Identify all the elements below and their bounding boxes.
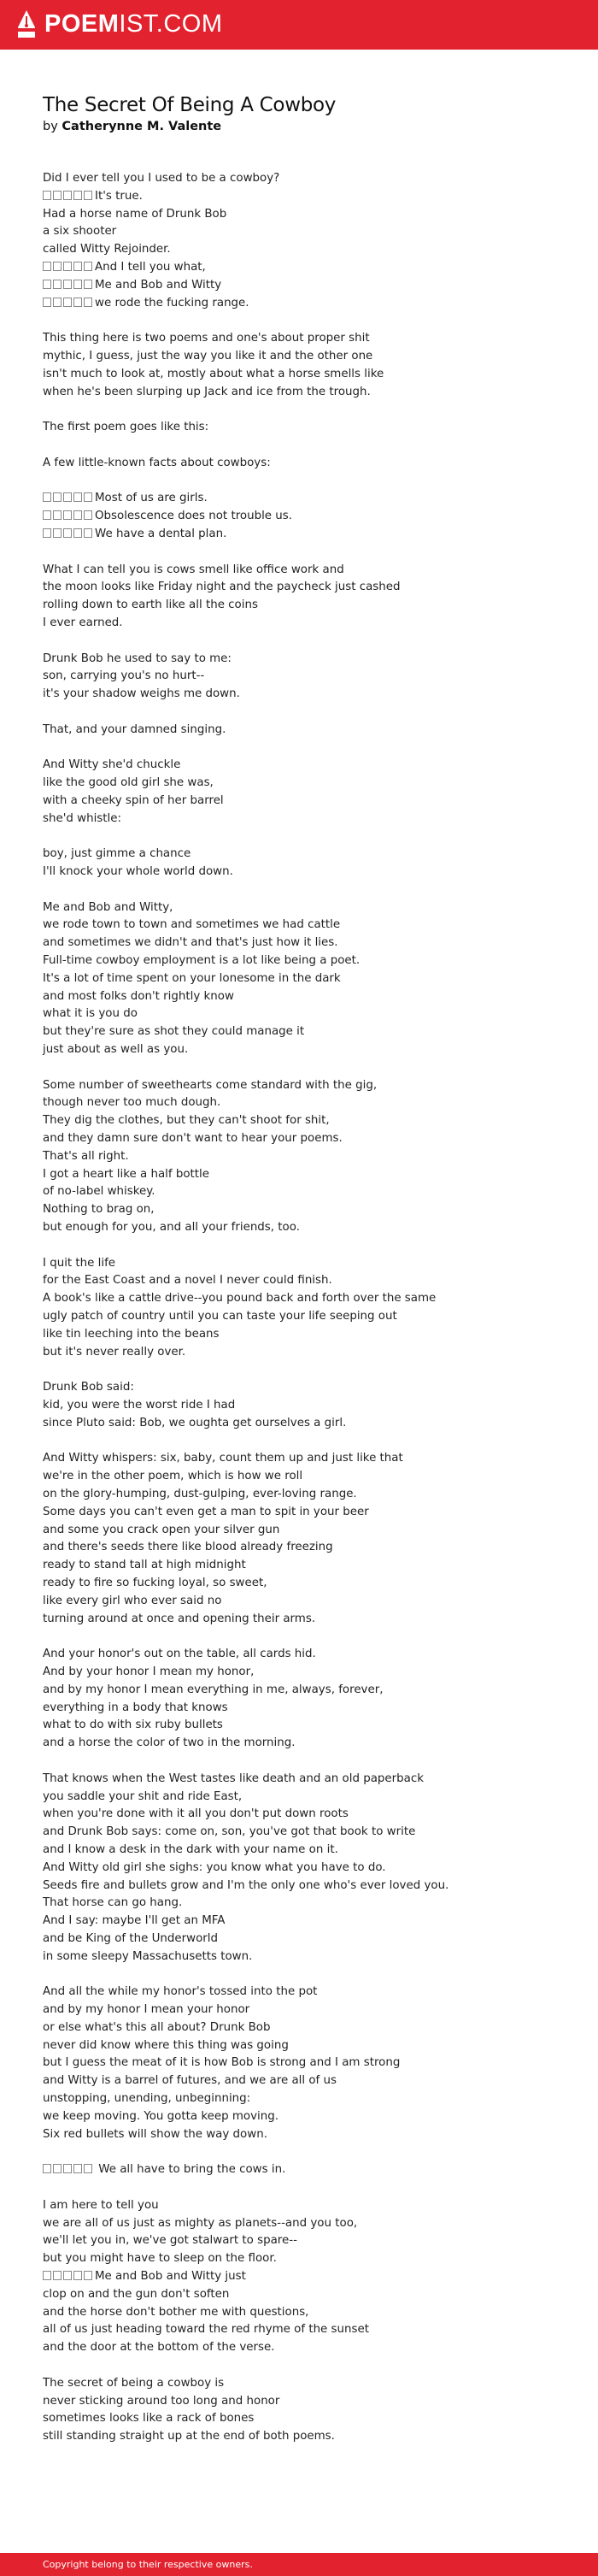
poem-line-text: boy, just gimme a chance (43, 847, 191, 861)
poem-line-text: and by my honor I mean everything in me, always, forever, (43, 1683, 384, 1696)
poem-line-text: rolling down to earth like all the coins (43, 598, 258, 612)
poem-line-text: And I tell you what, (95, 260, 206, 274)
poem-line-text: what to do with six ruby bullets (43, 1718, 223, 1732)
poem-content (43, 92, 564, 2464)
poem-line (43, 757, 564, 775)
poem-line (43, 384, 564, 402)
poem-stanza (43, 651, 564, 704)
poem-line (43, 2268, 564, 2286)
poem-line-text: That knows when the West tastes like death and an old paperback (43, 1771, 424, 1785)
poem-line-text: and I know a desk in the dark with your name on it. (43, 1842, 338, 1856)
poem-line (43, 2090, 564, 2108)
indent-glyphs-icon (43, 527, 95, 537)
poem-stanza (43, 1771, 564, 1966)
poem-line (43, 1415, 564, 1433)
poem-line-text: clop on and the gun don't soften (43, 2287, 230, 2301)
poem-line (43, 1593, 564, 1611)
poem-line (43, 1094, 564, 1112)
poem-line (43, 2428, 564, 2446)
poem-line-text: but you might have to sleep on the floor. (43, 2252, 277, 2266)
poem-stanza (43, 2161, 564, 2179)
poem-line-text: That, and your damned singing. (43, 722, 226, 736)
poem-line (43, 864, 564, 881)
poem-line-text: Some number of sweethearts come standard with the gig, (43, 1078, 378, 1092)
poem-line-text: we rode town to town and sometimes we had cattle (43, 918, 341, 932)
poem-line (43, 241, 564, 259)
poem-line-text: And all the while my honor's tossed into the pot (43, 1985, 318, 1999)
poem-line (43, 223, 564, 241)
poem-line-text: Nothing to brag on, (43, 1203, 155, 1217)
poem-line-text: never did know where this thing was going (43, 2038, 289, 2052)
poem-line-text: It's true. (95, 189, 143, 203)
poem-line-text: This thing here is two poems and one's about proper shit (43, 332, 370, 345)
poem-line (43, 952, 564, 970)
poem-line (43, 2126, 564, 2144)
poem-line (43, 579, 564, 597)
poem-line-text: of no-label whiskey. (43, 1185, 155, 1199)
poem-line-text: we keep moving. You gotta keep moving. (43, 2109, 278, 2123)
poem-line-text: though never too much dough. (43, 1096, 221, 1110)
poem-line-text: I got a heart like a half bottle (43, 1167, 210, 1181)
poem-line (43, 1895, 564, 1913)
poem-line (43, 2393, 564, 2411)
indent-glyphs-icon (43, 491, 95, 501)
poem-line (43, 508, 564, 526)
poem-stanza (43, 2375, 564, 2446)
poem-line (43, 1468, 564, 1486)
poem-line-text: We have a dental plan. (95, 527, 227, 540)
poem-stanza (43, 1450, 564, 1628)
poem-line (43, 1806, 564, 1824)
poem-line-text: all of us just heading toward the red rhyme of the sunset (43, 2323, 369, 2337)
poem-line-text: she'd whistle: (43, 811, 121, 825)
poem-line-text: Drunk Bob he used to say to me: (43, 651, 232, 665)
poem-line (43, 793, 564, 811)
indent-glyphs-icon (43, 2269, 95, 2279)
poem-line-text: Seeds fire and bullets grow and I'm the only one who's ever loved you. (43, 1878, 449, 1892)
poem-line-text: Me and Bob and Witty (95, 278, 222, 292)
poem-line-text: and sometimes we didn't and that's just how it lies. (43, 936, 338, 950)
poem-line (43, 934, 564, 952)
poem-line (43, 1860, 564, 1877)
poem-line-text: son, carrying you's no hurt-- (43, 669, 205, 683)
poem-line-text: Most of us are girls. (95, 492, 208, 505)
poem-line-text: isn't much to look at, mostly about what a horse smells like (43, 367, 384, 380)
poem-stanza (43, 1255, 564, 1362)
poem-line-text: They dig the clothes, but they can't shoot for shit, (43, 1114, 330, 1128)
poem-line-text: A few little-known facts about cowboys: (43, 456, 271, 469)
indent-glyphs-icon (43, 509, 95, 519)
poem-line (43, 1201, 564, 1219)
poem-line (43, 1575, 564, 1593)
poem-line (43, 1984, 564, 2001)
poem-line-text: and be King of the Underworld (43, 1931, 218, 1945)
poem-line-text: That's all right. (43, 1149, 129, 1163)
poem-line-text: like every girl who ever said no (43, 1594, 222, 1607)
poem-line (43, 295, 564, 313)
poem-line-text: ugly patch of country until you can taste your life seeping out (43, 1310, 397, 1323)
poem-line (43, 1077, 564, 1095)
poem-line (43, 1130, 564, 1148)
poem-line-text: Six red bullets will show the way down. (43, 2127, 267, 2141)
poem-line-text: And your honor's out on the table, all cards hid. (43, 1648, 316, 1661)
poem-line (43, 1255, 564, 1273)
poem-line-text: and there's seeds there like blood already freezing (43, 1541, 333, 1554)
poem-line (43, 1771, 564, 1789)
poem-line-text: It's a lot of time spent on your lonesome in the dark (43, 971, 341, 985)
poem-line (43, 206, 564, 224)
logo-text-light: IST.COM (119, 10, 223, 38)
poem-line-text: kid, you were the worst ride I had (43, 1398, 236, 1412)
poem-line-text: I ever earned. (43, 616, 123, 629)
poem-line-text: like tin leeching into the beans (43, 1327, 220, 1341)
site-logo-link[interactable] (17, 9, 223, 38)
poem-line-text: and Witty is a barrel of futures, and we are all of us (43, 2074, 337, 2088)
poem-line-text: and Drunk Bob says: come on, son, you've got that book to write (43, 1825, 416, 1839)
poem-line (43, 1789, 564, 1807)
poem-line (43, 1166, 564, 1184)
poem-line-text: The first poem goes like this: (43, 421, 209, 434)
poem-line (43, 490, 564, 508)
poem-line (43, 1148, 564, 1166)
poem-line (43, 970, 564, 988)
poem-line (43, 1450, 564, 1468)
poem-line (43, 1397, 564, 1415)
poem-line (43, 330, 564, 348)
poem-line (43, 1308, 564, 1326)
byline-prefix: by (43, 120, 58, 133)
indent-glyphs-icon (43, 2162, 95, 2172)
poem-line (43, 1344, 564, 1362)
poem-line-text: and the horse don't bother me with questions, (43, 2305, 309, 2319)
poem-line-text: Drunk Bob said: (43, 1381, 134, 1394)
poem-line-text: never sticking around too long and honor (43, 2394, 280, 2408)
poem-line (43, 615, 564, 633)
poem-line-text: since Pluto said: Bob, we oughta get ourselves a girl. (43, 1416, 347, 1429)
poem-line (43, 455, 564, 473)
poem-line (43, 1379, 564, 1397)
poem-line (43, 2232, 564, 2250)
poem-line (43, 2037, 564, 2055)
indent-glyphs-icon (43, 278, 95, 288)
poem-line-text: turning around at once and opening their arms. (43, 1612, 316, 1625)
poem-line (43, 1913, 564, 1931)
poem-line (43, 2286, 564, 2304)
poem-line (43, 846, 564, 864)
poem-line (43, 1041, 564, 1059)
poem-line-text: Some days you can't even get a man to spit in your beer (43, 1505, 369, 1518)
poem-line (43, 1877, 564, 1895)
site-logo-text (44, 9, 223, 38)
poem-line (43, 1112, 564, 1130)
poem-line-text: and a horse the color of two in the morning. (43, 1736, 296, 1750)
poem-line (43, 1931, 564, 1948)
poem-line-text: you saddle your shit and ride East, (43, 1789, 243, 1803)
pen-nib-icon (17, 9, 36, 38)
poem-stanza (43, 330, 564, 401)
poem-line (43, 2250, 564, 2268)
poem-line (43, 1504, 564, 1522)
poem-line-text: unstopping, unending, unbeginning: (43, 2092, 251, 2106)
poem-stanza (43, 757, 564, 828)
poem-line-text: when you're done with it all you don't put down roots (43, 1807, 349, 1821)
poem-stanza (43, 722, 564, 740)
poem-line-text: I am here to tell you (43, 2198, 159, 2212)
poem-line-text: but they're sure as shot they could manage it (43, 1025, 305, 1039)
poem-line (43, 2375, 564, 2393)
poem-line (43, 1290, 564, 1308)
poem-line (43, 1664, 564, 1682)
poem-line-text: And I say: maybe I'll get an MFA (43, 1914, 226, 1928)
poem-body (43, 170, 564, 2446)
poem-line (43, 1700, 564, 1718)
poem-line (43, 366, 564, 384)
poem-line (43, 1735, 564, 1753)
poem-title: The Secret Of Being A Cowboy (43, 94, 337, 116)
poem-line-text: I quit the life (43, 1256, 116, 1270)
poem-line-text: just about as well as you. (43, 1043, 189, 1057)
poem-line-text: Did I ever tell you I used to be a cowboy? (43, 172, 280, 185)
poem-author-link[interactable]: Catherynne M. Valente (62, 120, 222, 133)
poem-line-text: what it is you do (43, 1007, 138, 1021)
logo-text-bold: POEM (44, 10, 120, 38)
poem-line-text: and the door at the bottom of the verse. (43, 2341, 275, 2355)
poem-stanza (43, 455, 564, 473)
poem-line (43, 722, 564, 740)
indent-glyphs-icon (43, 296, 95, 306)
poem-line-text: Full-time cowboy employment is a lot like being a poet. (43, 954, 361, 968)
poem-line-text: We all have to bring the cows in. (95, 2163, 286, 2177)
poem-line-text: when he's been slurping up Jack and ice from the trough. (43, 385, 371, 398)
indent-glyphs-icon (43, 189, 95, 199)
poem-line-text: And Witty old girl she sighs: you know what you have to do. (43, 1860, 386, 1874)
poem-line-text: The secret of being a cowboy is (43, 2376, 225, 2390)
poem-line (43, 1522, 564, 1540)
poem-line (43, 2054, 564, 2072)
poem-line (43, 259, 564, 277)
poem-line (43, 526, 564, 544)
poem-line-text: And by your honor I mean my honor, (43, 1665, 255, 1678)
poem-line-text: in some sleepy Massachusetts town. (43, 1949, 253, 1963)
poem-line-text: Had a horse name of Drunk Bob (43, 207, 227, 221)
poem-line (43, 2321, 564, 2339)
poem-byline (43, 118, 564, 135)
poem-line (43, 1539, 564, 1557)
poem-line-text: it's your shadow weighs me down. (43, 687, 240, 701)
poem-line-text: and some you crack open your silver gun (43, 1523, 280, 1536)
poem-line (43, 1486, 564, 1504)
poem-line (43, 2197, 564, 2215)
poem-line-text: for the East Coast and a novel I never could finish. (43, 1274, 332, 1288)
poem-line (43, 2410, 564, 2428)
poem-line-text: Obsolescence does not trouble us. (95, 510, 293, 523)
poem-line (43, 1219, 564, 1237)
poem-stanza (43, 1077, 564, 1237)
poem-line-text: mythic, I guess, just the way you like it and the other one (43, 349, 373, 363)
poem-line (43, 170, 564, 188)
poem-line (43, 1682, 564, 1700)
poem-line (43, 1646, 564, 1664)
poem-line-text: That horse can go hang. (43, 1896, 183, 1910)
poem-line-text: everything in a body that knows (43, 1701, 228, 1714)
poem-stanza (43, 1379, 564, 1432)
poem-line (43, 2215, 564, 2233)
poem-line-text: or else what's this all about? Drunk Bob (43, 2020, 271, 2034)
poem-line (43, 2339, 564, 2357)
poem-line (43, 1183, 564, 1201)
poem-stanza (43, 1984, 564, 2143)
poem-line-text: on the glory-humping, dust-gulping, ever-loving range. (43, 1487, 357, 1500)
poem-line-text: but enough for you, and all your friends, too. (43, 1221, 300, 1235)
poem-stanza (43, 2197, 564, 2357)
poem-line-text: we are all of us just as mighty as planets--and you too, (43, 2216, 358, 2230)
poem-stanza (43, 1646, 564, 1753)
poem-line (43, 419, 564, 437)
poem-line (43, 277, 564, 295)
poem-line-text: A book's like a cattle drive--you pound back and forth over the same (43, 1292, 437, 1306)
poem-line (43, 1005, 564, 1023)
poem-stanza (43, 419, 564, 437)
poem-line (43, 1824, 564, 1842)
poem-line-text: we'll let you in, we've got stalwart to spare-- (43, 2234, 297, 2248)
poem-line-text: ready to fire so fucking loyal, so sweet, (43, 1576, 267, 1589)
poem-line (43, 1326, 564, 1344)
poem-line-text: but I guess the meat of it is how Bob is strong and I am strong (43, 2056, 401, 2070)
poem-line (43, 686, 564, 704)
poem-line (43, 811, 564, 828)
indent-glyphs-icon (43, 260, 95, 270)
poem-line (43, 562, 564, 580)
poem-line (43, 348, 564, 366)
poem-line (43, 597, 564, 615)
poem-stanza (43, 899, 564, 1059)
poem-line (43, 1023, 564, 1041)
poem-stanza (43, 562, 564, 633)
poem-line-text: and they damn sure don't want to hear your poems. (43, 1132, 343, 1146)
poem-stanza (43, 170, 564, 312)
poem-line (43, 2001, 564, 2019)
poem-stanza (43, 846, 564, 881)
poem-line-text: we rode the fucking range. (95, 296, 249, 309)
poem-line (43, 1948, 564, 1966)
poem-line-text: I'll knock your whole world down. (43, 865, 233, 879)
poem-line (43, 1717, 564, 1735)
poem-line-text: And Witty whispers: six, baby, count them up and just like that (43, 1452, 403, 1465)
poem-line-text: with a cheeky spin of her barrel (43, 793, 224, 807)
poem-line (43, 2019, 564, 2037)
poem-line (43, 651, 564, 669)
poem-line (43, 775, 564, 793)
poem-line-text: and by my honor I mean your honor (43, 2003, 250, 2017)
poem-line-text: the moon looks like Friday night and the paycheck just cashed (43, 581, 401, 594)
footer-copyright: Copyright belong to their respective owners. (43, 2559, 253, 2570)
poem-line-text: Me and Bob and Witty, (43, 900, 173, 914)
poem-line (43, 2304, 564, 2322)
poem-line-text: and most folks don't rightly know (43, 989, 234, 1003)
poem-line-text: ready to stand tall at high midnight (43, 1559, 246, 1572)
poem-line-text: a six shooter (43, 225, 117, 239)
poem-line (43, 899, 564, 917)
poem-line (43, 1557, 564, 1575)
poem-line (43, 188, 564, 206)
poem-stanza (43, 490, 564, 543)
poem-line (43, 2161, 564, 2179)
poem-line (43, 1272, 564, 1290)
poem-line (43, 2072, 564, 2090)
poem-line-text: sometimes looks like a rack of bones (43, 2412, 255, 2426)
poem-line-text: called Witty Rejoinder. (43, 243, 171, 256)
poem-line-text: but it's never really over. (43, 1345, 186, 1359)
poem-line-text: What I can tell you is cows smell like office work and (43, 563, 344, 576)
poem-line-text: still standing straight up at the end of both poems. (43, 2430, 335, 2443)
poem-line (43, 668, 564, 686)
poem-line-text: like the good old girl she was, (43, 776, 214, 790)
poem-line (43, 917, 564, 934)
poem-line (43, 988, 564, 1006)
poem-line-text: And Witty she'd chuckle (43, 758, 181, 772)
site-footer (0, 2553, 598, 2576)
poem-line (43, 1611, 564, 1629)
poem-line-text: Me and Bob and Witty just (95, 2270, 246, 2284)
poem-line (43, 1842, 564, 1860)
poem-line (43, 2108, 564, 2126)
site-header (0, 0, 598, 50)
poem-line-text: we're in the other poem, which is how we roll (43, 1470, 303, 1483)
